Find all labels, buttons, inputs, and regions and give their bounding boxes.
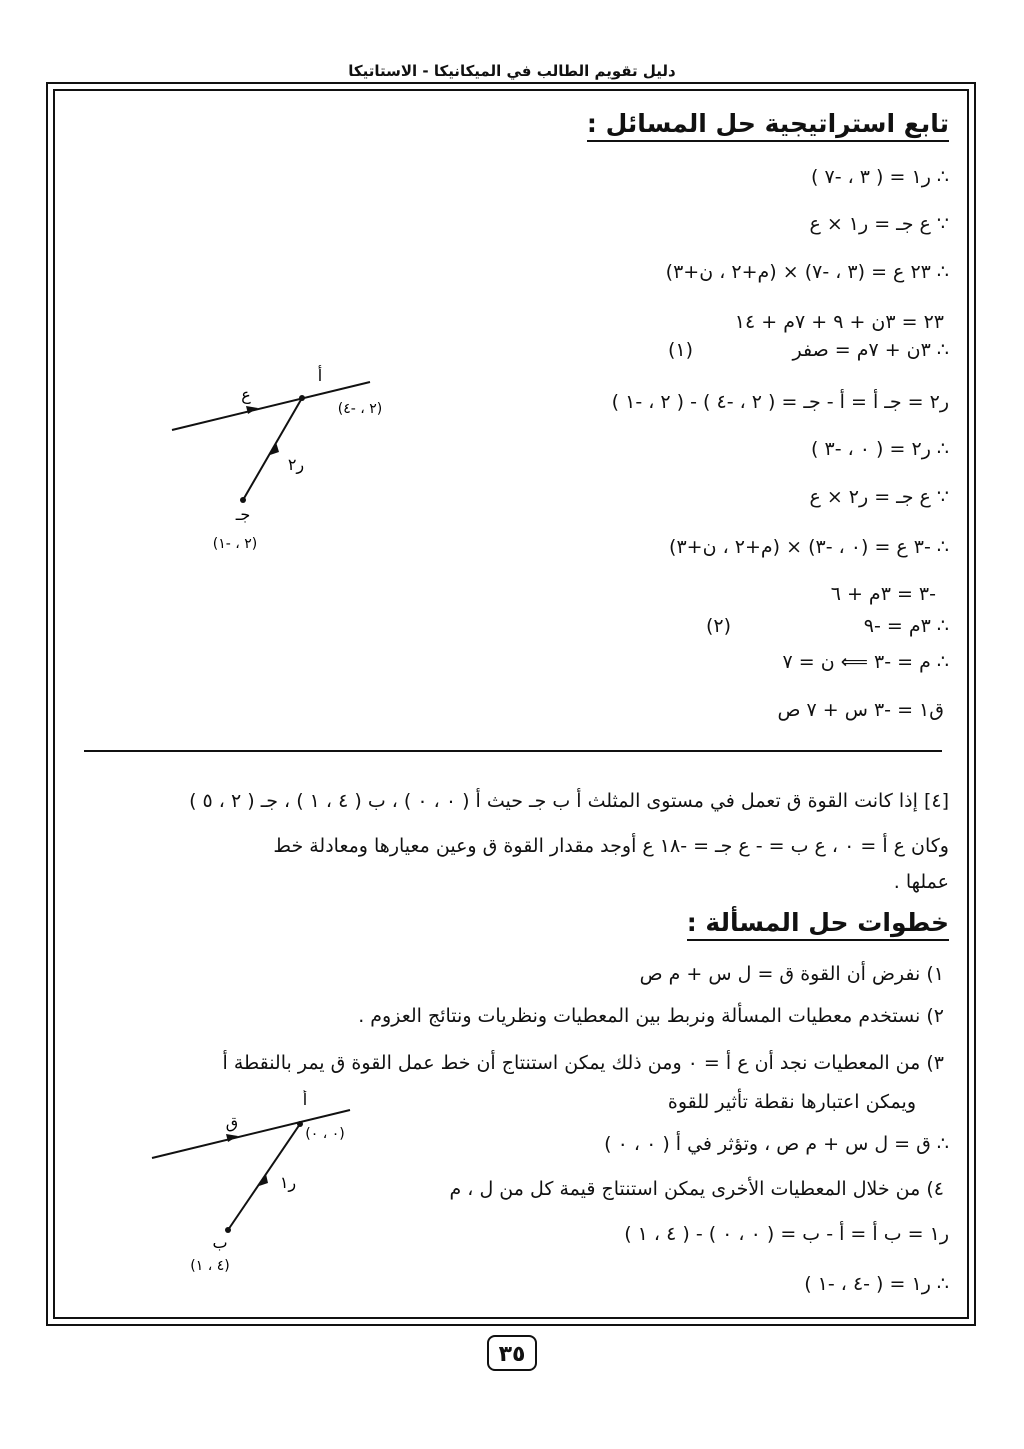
label-a: أ: [302, 1090, 308, 1109]
label-a: أ: [317, 366, 323, 385]
problem-line: [٤] إذا كانت القوة ق تعمل في مستوى المثلث أ ب جـ حيث أ ( ٠ ، ٠ ) ، ب ( ٤ ، ١ ) ، جـ ( ٢ ، ٥ ): [189, 790, 949, 812]
label-vector-line: ع: [241, 385, 251, 404]
step-line: ∴ ق = ل س + م ص ، وتؤثر في أ ( ٠ ، ٠ ): [604, 1133, 949, 1155]
step-line: ١) نفرض أن القوة ق = ل س + م ص: [639, 963, 944, 985]
problem-line: عملها .: [893, 871, 949, 893]
derivation-line: ٢٣ = ٣ن + ٩ + ٧م + ١٤: [734, 311, 944, 333]
page-number: ٣٥: [487, 1335, 537, 1371]
derivation-line: ∵ ع جـ = ر٢ × ع: [809, 486, 949, 508]
derivation-line: ق١ = -٣ س + ٧ ص: [777, 699, 944, 721]
diagram-triangle-1: [160, 360, 420, 560]
derivation-line: ∴ ٢٣ ع = (٣ ، -٧) × (م+٢ ، ن+٣): [665, 261, 949, 283]
derivation-line: ∴ م = -٣ ⟸ ن = ٧: [782, 651, 949, 673]
equation-label: (٢): [706, 615, 732, 637]
label-b: ب: [212, 1233, 228, 1252]
section-divider: [84, 750, 942, 752]
label-vector-r: ر١: [279, 1173, 297, 1192]
derivation-line: ∴ ٣م = -٩: [863, 615, 949, 637]
label-c: جـ: [235, 505, 251, 524]
derivation-line: ر٢ = جـ أ = أ - جـ = ( ٢ ، -٤ ) - ( ٢ ، -١ ): [611, 391, 949, 413]
steps-title: خطوات حل المسألة :: [687, 909, 949, 941]
vector-r2: [243, 398, 305, 500]
diagram-triangle-2: [140, 1090, 380, 1280]
arrow-head: [259, 1174, 268, 1186]
point-c: [240, 497, 246, 503]
derivation-line: ∴ ر١ = ( ٣ ، -٧ ): [811, 166, 949, 188]
step-line: ويمكن اعتبارها نقطة تأثير للقوة: [667, 1091, 916, 1113]
point-a: [299, 395, 305, 401]
problem-line: وكان ع أ = ٠ ، ع ب = - ع جـ = -١٨ ع أوجد مقدار القوة ق وعين معيارها ومعادلة خط: [273, 835, 949, 857]
coord-c: (٢ ، -١): [212, 536, 258, 552]
step-line: ∴ ر١ = ( -٤ ، -١ ): [804, 1273, 949, 1295]
derivation-line: ∵ ع جـ = ر١ × ع: [809, 213, 949, 235]
coord-a: (٢ ، -٤): [337, 401, 383, 417]
point-a: [297, 1121, 303, 1127]
derivation-line: ∴ -٣ ع = (٠ ، -٣) × (م+٢ ، ن+٣): [669, 536, 949, 558]
derivation-line: ∴ ٣ن + ٧م = صفر: [792, 339, 949, 361]
derivation-line: -٣ = ٣م + ٦: [830, 583, 936, 605]
step-line: ٢) نستخدم معطيات المسألة ونربط بين المعطيات ونظريات ونتائج العزوم .: [358, 1005, 944, 1027]
page-header: دليل تقويم الطالب في الميكانيكا - الاستاتيكا: [348, 62, 676, 80]
coord-a: (٠ ، ٠): [305, 1126, 345, 1142]
derivation-line: ∴ ر٢ = ( ٠ ، -٣ ): [811, 438, 949, 460]
step-line: ٣) من المعطيات نجد أن ع أ = ٠ ومن ذلك يمكن استنتاج أن خط عمل القوة ق يمر بالنقطة أ: [222, 1052, 944, 1074]
section-title: تابع استراتيجية حل المسائل :: [587, 110, 949, 142]
step-line: ر١ = ب أ = أ - ب = ( ٠ ، ٠ ) - ( ٤ ، ١ ): [624, 1223, 949, 1245]
label-vector-r: ر٢: [287, 455, 305, 474]
step-line: ٤) من خلال المعطيات الأخرى يمكن استنتاج قيمة كل من ل ، م: [449, 1178, 944, 1200]
coord-b: (٤ ، ١): [190, 1258, 230, 1274]
label-vector-line: ق: [225, 1113, 239, 1132]
equation-label: (١): [668, 339, 694, 361]
